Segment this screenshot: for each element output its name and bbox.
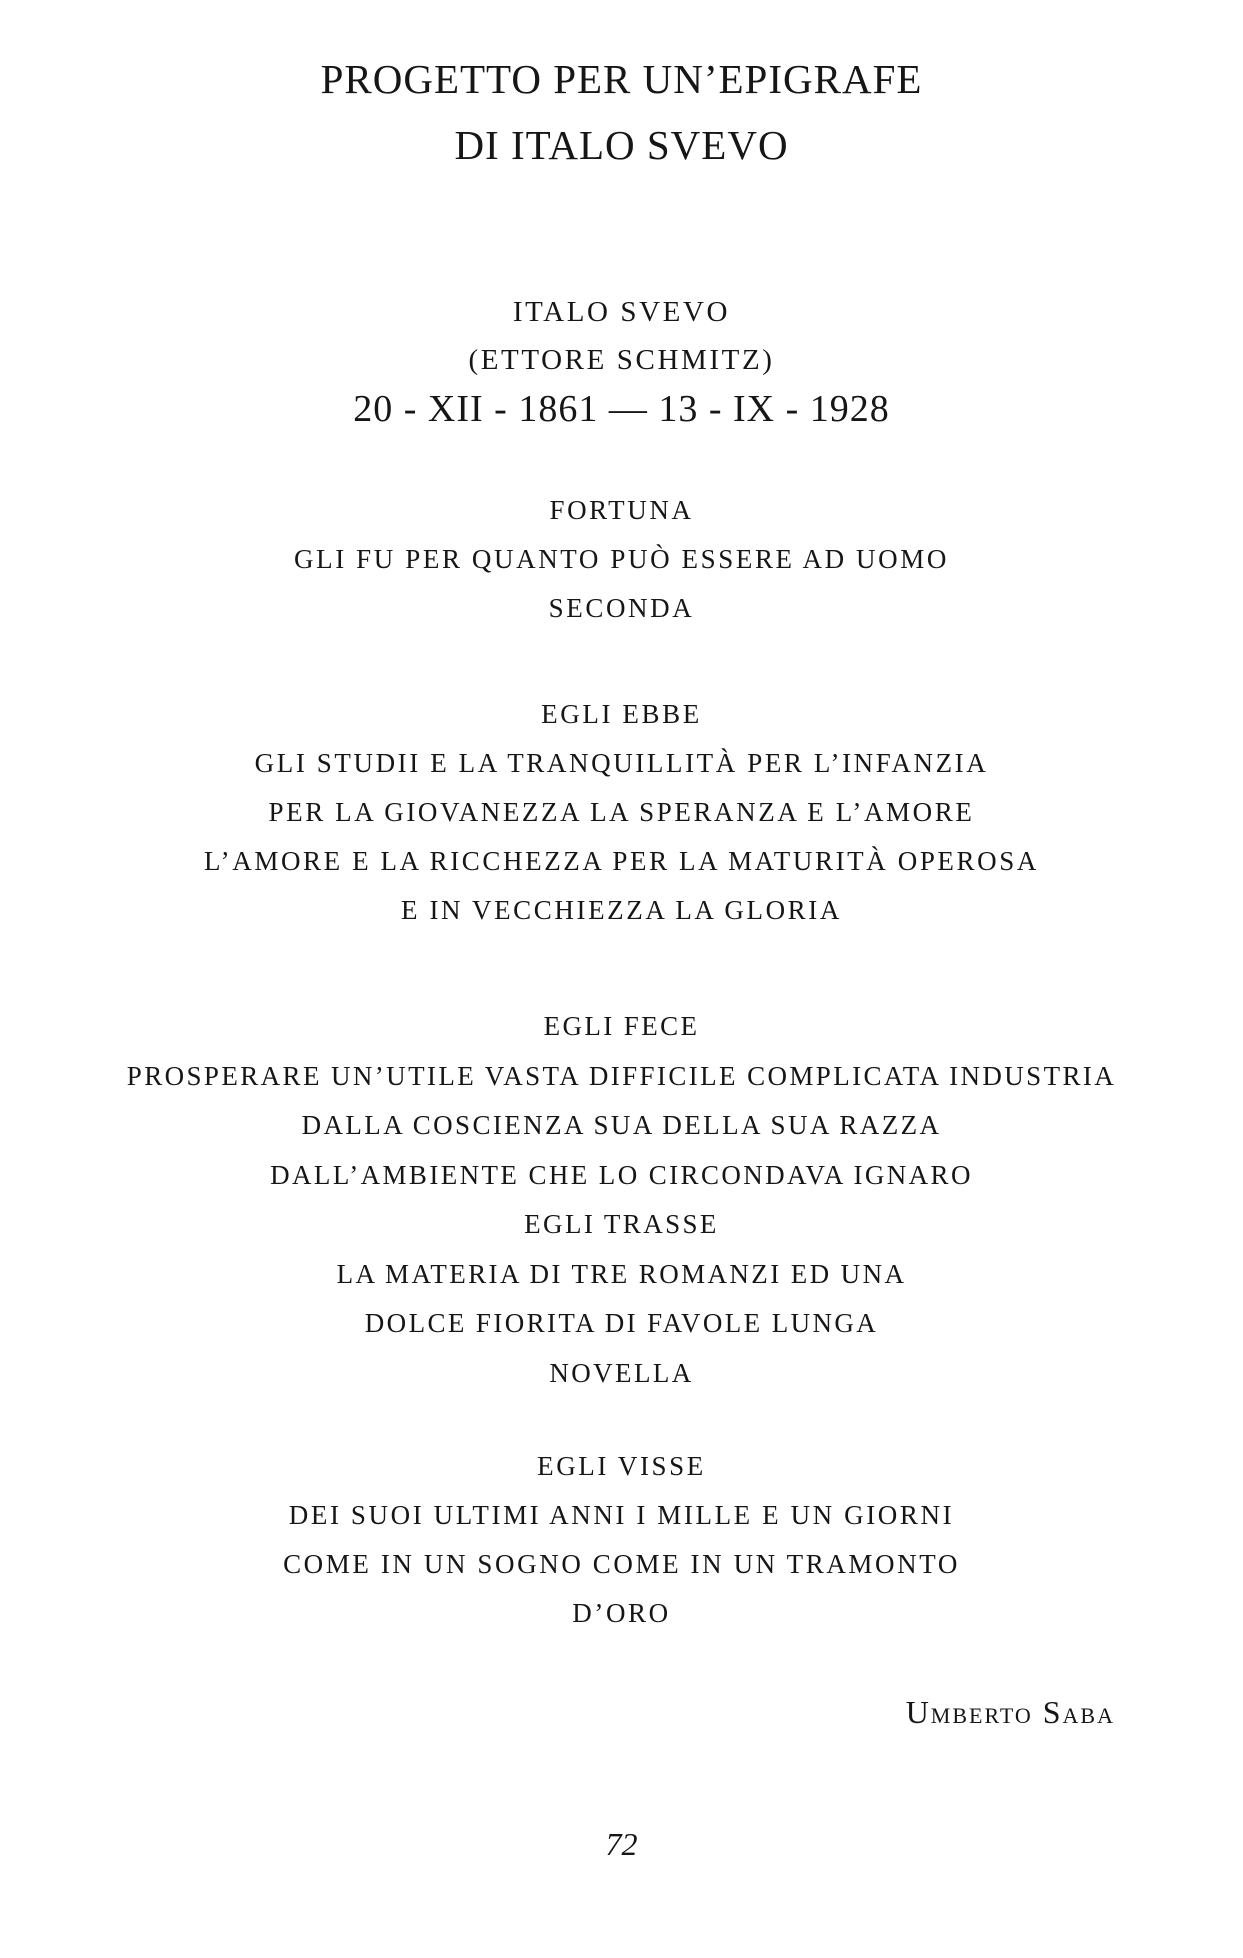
epigraph-name: ITALO SVEVO [512,296,731,328]
epigraph-header [0,288,1243,434]
stanza-fortune [0,486,1243,633]
stanza-line: SECONDA [548,593,695,623]
epigraph-real-name: (ETTORE SCHMITZ) [468,344,775,376]
stanza-line: PROSPERARE UN’UTILE VASTA DIFFICILE COMPLICATA INDUSTRIA [126,1060,1117,1091]
stanza-line: L’AMORE E LA RICCHEZZA PER LA MATURITÀ OPEROSA [204,846,1039,876]
stanza-fece [0,1002,1243,1398]
stanza-line: PER LA GIOVANEZZA LA SPERANZA E L’AMORE [268,797,975,827]
stanza-line: DEI SUOI ULTIMI ANNI I MILLE E UN GIORNI [288,1500,955,1530]
author-signature: Umberto Saba [905,1694,1115,1730]
epigraph-dates: 20 - XII - 1861 — 13 - IX - 1928 [353,388,890,430]
stanza-line: EGLI TRASSE [524,1209,719,1239]
page-number: 72 [605,1826,638,1862]
stanza-line: GLI FU PER QUANTO PUÒ ESSERE AD UOMO [294,544,949,574]
stanza-line: FORTUNA [549,495,694,525]
title-line-2: DI ITALO SVEVO [454,122,789,168]
stanza-line: DOLCE FIORITA DI FAVOLE LUNGA [364,1308,879,1338]
stanza-line: GLI STUDII E LA TRANQUILLITÀ PER L’INFANZIA [254,748,989,778]
stanza-line: COME IN UN SOGNO COME IN UN TRAMONTO [283,1549,960,1579]
stanza-visse [0,1442,1243,1638]
stanza-line: LA MATERIA DI TRE ROMANZI ED UNA [336,1258,907,1289]
stanza-line: D’ORO [572,1598,671,1628]
stanza-line: DALLA COSCIENZA SUA DELLA SUA RAZZA [301,1110,942,1140]
stanza-ebbe [0,690,1243,935]
page-title [0,46,1243,178]
stanza-line: NOVELLA [549,1357,694,1388]
stanza-line: EGLI FECE [543,1011,700,1041]
stanza-line: EGLI EBBE [541,699,702,729]
title-line-1: PROGETTO PER UN’EPIGRAFE [320,56,923,102]
stanza-line: DALL’AMBIENTE CHE LO CIRCONDAVA IGNARO [270,1159,973,1190]
stanza-line: EGLI VISSE [537,1451,706,1481]
stanza-line: E IN VECCHIEZZA LA GLORIA [401,895,842,925]
